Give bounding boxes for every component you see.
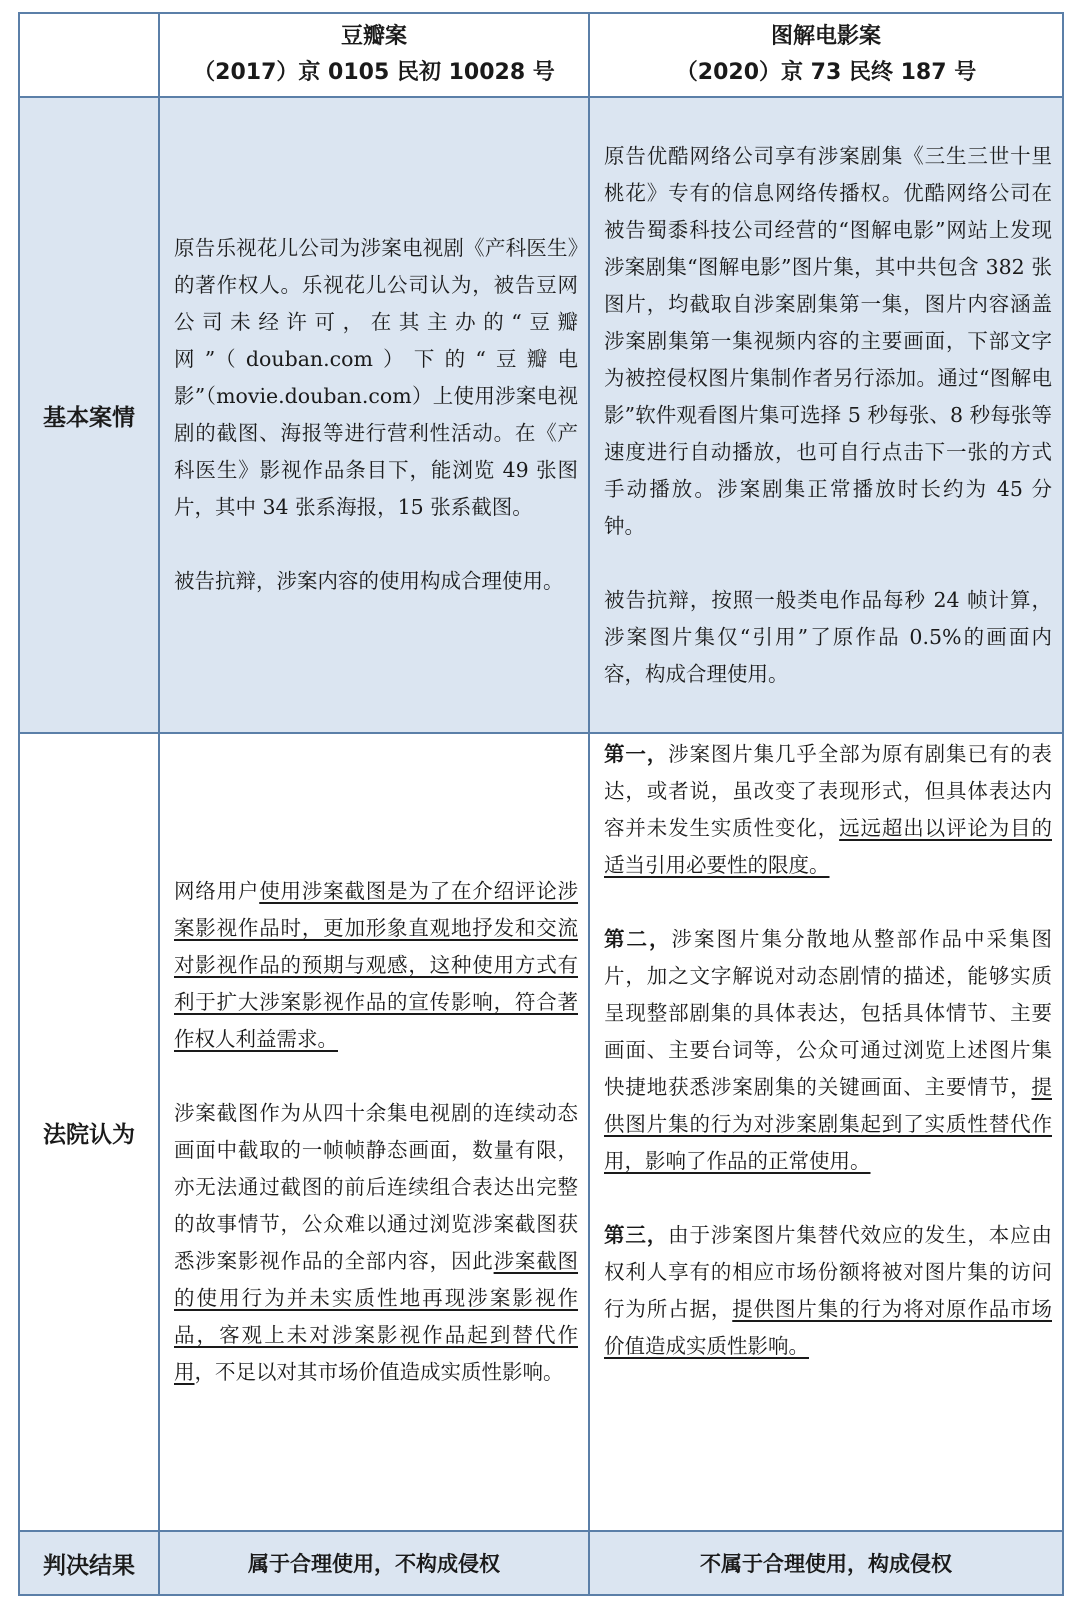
tujie-case-number: （2020）京 73 民终 187 号 <box>675 60 977 85</box>
court-tujie-p3: 第三，由于涉案图片集替代效应的发生，本应由权利人享有的相应市场份额将被对图片集的访问行为所占据，提供图片集的行为将对原作品市场价值造成实质性影响。 <box>604 1223 1052 1358</box>
court-douban-p2-underlined: 涉案截图的使用行为并未实质性地再现涉案影视作品，客观上未对涉案影视作品起到替代作用 <box>174 1249 579 1384</box>
court-douban-p1-underlined: 使用涉案截图是为了在介绍评论涉案影视作品时，更加形象直观地抒发和交流对影视作品的预期与观感，这种使用方式有利于扩大涉案影视作品的宣传影响，符合著作权人利益需求。 <box>174 879 579 1051</box>
court-douban-p1: 网络用户使用涉案截图是为了在介绍评论涉案影视作品时，更加形象直观地抒发和交流对影视作品的预期与观感，这种使用方式有利于扩大涉案影视作品的宣传影响，符合著作权人利益需求。 <box>174 879 579 1051</box>
corner-cell <box>20 14 160 98</box>
header-douban-case <box>160 14 590 98</box>
basic-douban-p2: 被告抗辩，涉案内容的使用构成合理使用。 <box>174 569 564 593</box>
comparison-table <box>18 12 1064 1596</box>
judgment-tujie: 不属于合理使用，构成侵权 <box>590 1532 1062 1594</box>
basic-facts-douban <box>160 98 590 734</box>
douban-case-name: 豆瓣案 <box>340 24 407 49</box>
row-label-judgment: 判决结果 <box>20 1532 160 1594</box>
basic-douban-p1: 原告乐视花儿公司为涉案电视剧《产科医生》的著作权人。乐视花儿公司认为，被告豆网公司未经许可，在其主办的“豆瓣网”（douban.com）下的“豆瓣电影”（movie.douban.com）上使用涉案电视剧的截图、海报等进行营利性活动。在《产科医生》影视作品条目下，能浏览 49 张图片，其中 34 张系海报，15 张系截图。 <box>174 236 578 519</box>
row-label-court-opinion: 法院认为 <box>20 734 160 1532</box>
court-tujie-p3-underlined: 提供图片集的行为将对原作品市场价值造成实质性影响。 <box>604 1297 1052 1358</box>
court-tujie-p1: 第一，涉案图片集几乎全部为原有剧集已有的表达，或者说，虽改变了表现形式，但具体表达内容并未发生实质性变化，远远超出以评论为目的适当引用必要性的限度。 <box>604 742 1052 877</box>
basic-facts-tujie <box>590 98 1062 734</box>
court-opinion-tujie <box>590 734 1062 1532</box>
court-douban-p2: 涉案截图作为从四十余集电视剧的连续动态画面中截取的一帧帧静态画面，数量有限，亦无法通过截图的前后连续组合表达出完整的故事情节，公众难以通过浏览涉案截图获悉涉案影视作品的全部内容，因此涉案截图的使用行为并未实质性地再现涉案影视作品，客观上未对涉案影视作品起到替代作用，不足以对其市场价值造成实质性影响。 <box>174 1101 579 1384</box>
basic-tujie-p2: 被告抗辩，按照一般类电作品每秒 24 帧计算，涉案图片集仅“引用”了原作品 0.5%的画面内容，构成合理使用。 <box>604 587 1052 686</box>
row-label-basic-facts: 基本案情 <box>20 98 160 734</box>
court-tujie-p1-underlined: 远远超出以评论为目的适当引用必要性的限度。 <box>604 816 1052 877</box>
court-opinion-douban <box>160 734 590 1532</box>
court-tujie-p2: 第二，涉案图片集分散地从整部作品中采集图片，加之文字解说对动态剧情的描述，能够实质呈现整部剧集的具体表达，包括具体情节、主要画面、主要台词等，公众可通过浏览上述图片集快捷地获悉涉案剧集的关键画面、主要情节，提供图片集的行为对涉案剧集起到了实质性替代作用，影响了作品的正常使用。 <box>604 927 1052 1173</box>
judgment-douban: 属于合理使用，不构成侵权 <box>160 1532 590 1594</box>
header-tujie-case <box>590 14 1062 98</box>
tujie-case-name: 图解电影案 <box>770 24 881 49</box>
douban-case-number: （2017）京 0105 民初 10028 号 <box>193 60 555 85</box>
court-tujie-p2-underlined: 提供图片集的行为对涉案剧集起到了实质性替代作用，影响了作品的正常使用。 <box>604 1075 1052 1173</box>
basic-tujie-p1: 原告优酷网络公司享有涉案剧集《三生三世十里桃花》专有的信息网络传播权。优酷网络公司在被告蜀黍科技公司经营的“图解电影”网站上发现涉案剧集“图解电影”图片集，其中共包含 382 张图片，均截取自涉案剧集第一集，图片内容涵盖涉案剧集第一集视频内容的主要画面，下部文字为被控侵权图片集制作者另行添加。通过“图解电影”软件观看图片集可选择 5 秒每张、8 秒每张等速度进行自动播放，也可自行点击下一张的方式手动播放。涉案剧集正常播放时长约为 45 分钟。 <box>604 143 1052 538</box>
